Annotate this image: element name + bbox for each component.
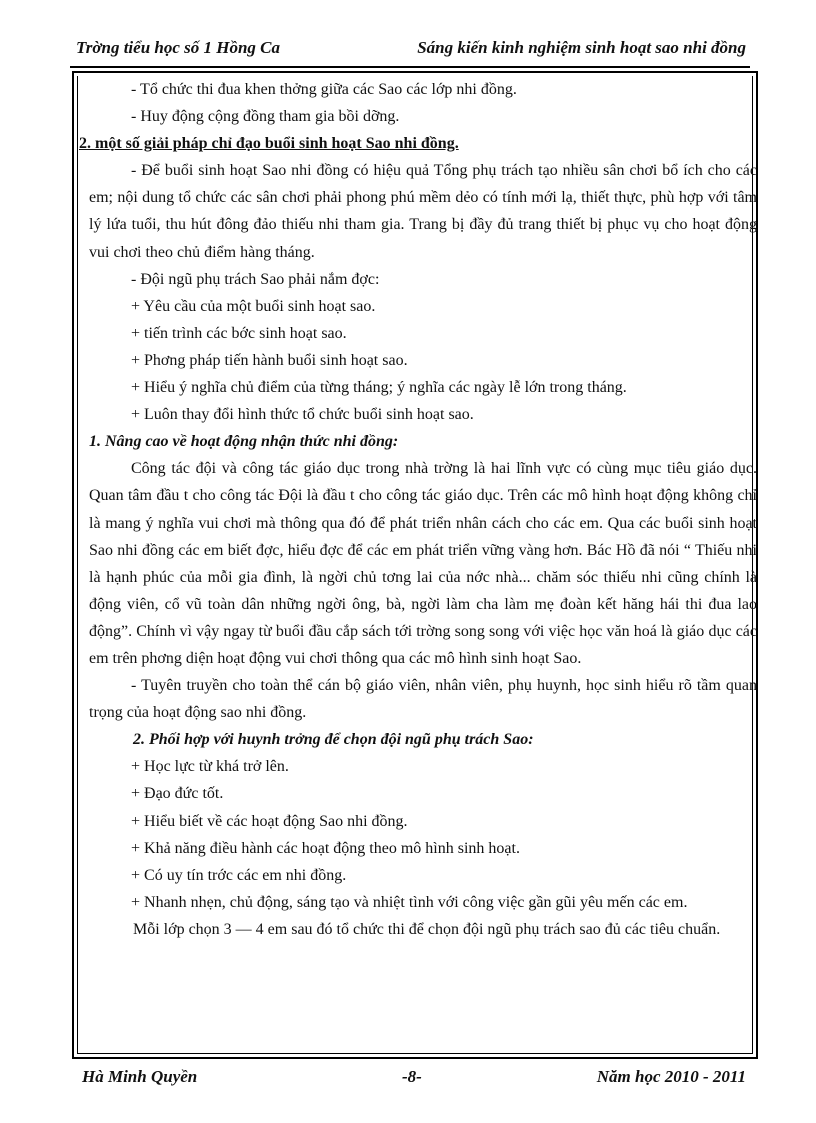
- list-item: + Phơng pháp tiến hành buổi sinh hoạt sao.: [131, 351, 408, 369]
- page-footer: [82, 1067, 746, 1091]
- page-header: [76, 38, 746, 62]
- page-number: -8-: [402, 1067, 422, 1086]
- paragraph: - Tuyên truyền cho toàn thể cán bộ giáo viên, nhân viên, phụ huynh, học sinh hiểu rõ tầm quan trọng của hoạt động sao nhi đồng.: [89, 677, 757, 722]
- subsection-heading: 2. Phối hợp với huynh trởng để chọn đội ngũ phụ trách Sao:: [133, 731, 534, 749]
- paragraph: Mỗi lớp chọn 3 — 4 em sau đó tổ chức thi để chọn đội ngũ phụ trách sao đủ các tiêu chuẩn.: [133, 920, 721, 938]
- paragraph: Công tác đội và công tác giáo dục trong nhà trờng là hai lĩnh vực có cùng mục tiêu giáo dục. Quan tâm đầu t cho công tác Đội là đầu t cho công tác giáo dục. Trên các mô hình hoạt động không chỉ là mang ý nghĩa vui chơi mà thông qua đó để phát triển nhân cách cho các em. Qua các buổi sinh hoạt Sao nhi đồng các em biết đợc, hiểu đợc để các em phát triển vững vàng hơn. Bác Hồ đã nói “ Thiếu nhi là hạnh phúc của mỗi gia đình, là ngời chủ tơng lai của nớc nhà... chăm sóc thiếu nhi cũng chính là động viên, cổ vũ toàn dân những ngời ông, bà, ngời làm cha làm mẹ đoàn kết hăng hái thi đua lao động”. Chính vì vậy ngay từ buổi đầu cắp sách tới trờng song song với việc học văn hoá là giáo dục các em trên phơng diện hoạt động vui chơi thông qua các mô hình sinh hoạt Sao.: [89, 460, 757, 667]
- list-item: + Đạo đức tốt.: [131, 785, 224, 803]
- paragraph: - Đội ngũ phụ trách Sao phải nắm đợc:: [131, 270, 380, 288]
- header-rule: [70, 66, 750, 68]
- footer-author: Hà Minh Quyền: [82, 1067, 198, 1086]
- list-item: + Luôn thay đổi hình thức tổ chức buổi sinh hoạt sao.: [131, 406, 474, 424]
- list-item: + tiến trình các bớc sinh hoạt sao.: [131, 324, 347, 342]
- section-heading: 2. một số giải pháp chỉ đạo buổi sinh hoạt Sao nhi đồng.: [79, 135, 459, 153]
- bullet-line: - Huy động cộng đồng tham gia bồi dỡng.: [131, 108, 400, 126]
- list-item: + Yêu cầu của một buổi sinh hoạt sao.: [131, 297, 376, 315]
- list-item: + Hiểu ý nghĩa chủ điểm của từng tháng; ý nghĩa các ngày lễ lớn trong tháng.: [131, 379, 627, 397]
- paragraph: - Để buổi sinh hoạt Sao nhi đồng có hiệu quả Tổng phụ trách tạo nhiều sân chơi bổ ích cho các em; nội dung tổ chức các sân chơi phải phong phú mềm dẻo có tính mới lạ, thiết thực, phù hợp với tâm lý lứa tuổi, thu hút đông đảo thiếu nhi tham gia. Trang bị đầy đủ trang thiết bị phục vụ cho hoạt động vui chơi theo chủ điểm hàng tháng.: [89, 162, 757, 261]
- bullet-line: - Tổ chức thi đua khen thởng giữa các Sao các lớp nhi đồng.: [131, 81, 517, 98]
- list-item: + Học lực từ khá trở lên.: [131, 758, 289, 776]
- list-item: + Khả năng điều hành các hoạt động theo mô hình sinh hoạt.: [131, 839, 520, 857]
- header-school: Trờng tiểu học số 1 Hồng Ca: [76, 38, 281, 57]
- footer-year: Năm học 2010 - 2011: [596, 1067, 746, 1086]
- list-item: + Nhanh nhẹn, chủ động, sáng tạo và nhiệt tình với công việc gần gũi yêu mến các em.: [131, 893, 688, 911]
- subsection-heading: 1. Nâng cao về hoạt động nhận thức nhi đồng:: [89, 433, 399, 451]
- list-item: + Có uy tín trớc các em nhi đồng.: [131, 866, 347, 884]
- document-body: [79, 76, 757, 943]
- list-item: + Hiểu biết về các hoạt động Sao nhi đồng.: [131, 812, 408, 830]
- header-title: Sáng kiến kinh nghiệm sinh hoạt sao nhi đồng: [417, 38, 746, 57]
